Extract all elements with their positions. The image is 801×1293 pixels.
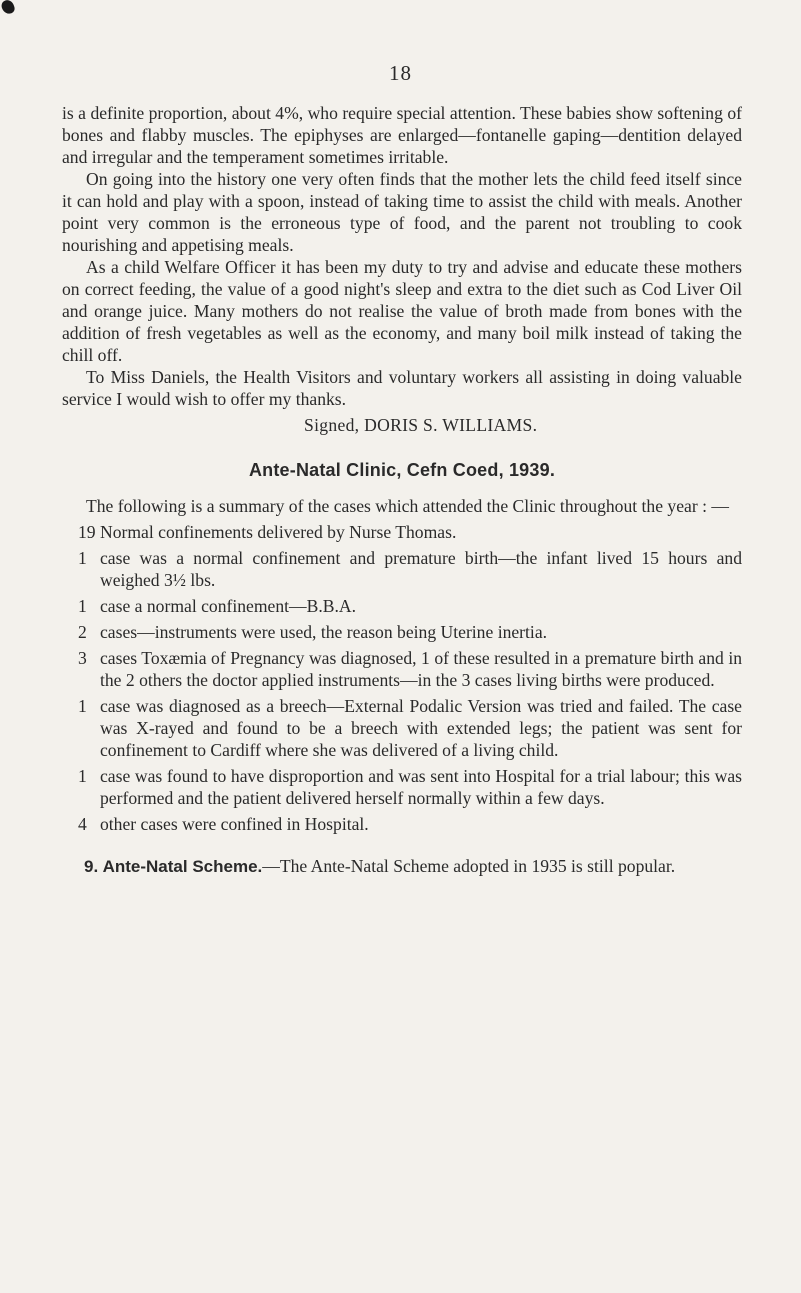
- scheme-number: 9.: [84, 857, 99, 876]
- case-text: case was a normal confinement and premature birth—the infant lived 15 hours and weighed 3½ lbs.: [100, 548, 742, 590]
- list-item: [62, 595, 742, 617]
- case-text: cases Toxæmia of Pregnancy was diagnosed, 1 of these resulted in a premature birth and in the 2 others the doctor applied instruments—in the 3 cases living births were produced.: [100, 648, 742, 690]
- case-text: cases—instruments were used, the reason being Uterine inertia.: [100, 622, 548, 642]
- case-count: 1: [78, 548, 87, 568]
- clinic-intro: The following is a summary of the cases which attended the Clinic throughout the year : —: [86, 496, 729, 516]
- case-text: case was found to have disproportion and was sent into Hospital for a trial labour; this was performed and the patient delivered herself normally within a few days.: [100, 766, 742, 808]
- case-text: other cases were confined in Hospital.: [100, 814, 369, 834]
- scheme-title: Ante-Natal Scheme.: [102, 857, 263, 876]
- case-count: 19: [78, 522, 96, 542]
- case-count: 1: [78, 696, 87, 716]
- list-item: [62, 547, 742, 591]
- paragraph-welfare: As a child Welfare Officer it has been my duty to try and advise and educate these mothers on correct feeding, the value of a good night's sleep and extra to the diet such as Cod Liver Oil and orange juice. Many mothers do not realise the value of broth made from bones with the addition of fresh vegetables as well as the economy, and many boil milk instead of taking the chill off.: [62, 257, 742, 365]
- case-count: 3: [78, 648, 87, 668]
- list-item: [62, 813, 742, 835]
- list-item: [62, 521, 742, 543]
- list-item: [62, 695, 742, 761]
- case-count: 2: [78, 622, 87, 642]
- list-item: [62, 765, 742, 809]
- clinic-heading: Ante-Natal Clinic, Cefn Coed, 1939.: [248, 460, 556, 480]
- paragraph-rickets: is a definite proportion, about 4%, who require special attention. These babies show softening of bones and flabby muscles. The epiphyses are enlarged—fontanelle gaping—dentition delayed and irregular and the temperament sometimes irritable.: [62, 103, 742, 167]
- list-item: [62, 621, 742, 643]
- list-item: [62, 647, 742, 691]
- signature-line: Signed, DORIS S. WILLIAMS.: [304, 415, 538, 435]
- case-list: [62, 521, 742, 835]
- case-text: case a normal confinement—B.B.A.: [100, 596, 357, 616]
- paragraph-thanks: To Miss Daniels, the Health Visitors and voluntary workers all assisting in doing valuable service I would wish to offer my thanks.: [62, 367, 742, 409]
- case-text: case was diagnosed as a breech—External Podalic Version was tried and failed. The case was X-rayed and found to be a breech with extended legs; the patient was sent for confinement to Cardiff where she was delivered of a living child.: [100, 696, 742, 760]
- ink-blot-mark: [0, 0, 16, 16]
- scheme-paragraph: [62, 855, 742, 878]
- scheme-text: —The Ante-Natal Scheme adopted in 1935 is still popular.: [262, 856, 676, 876]
- case-count: 1: [78, 596, 87, 616]
- case-text: Normal confinements delivered by Nurse Thomas.: [100, 522, 457, 542]
- page-number: 18: [389, 61, 412, 85]
- case-count: 1: [78, 766, 87, 786]
- paragraph-history: On going into the history one very often finds that the mother lets the child feed itself since it can hold and play with a spoon, instead of taking time to assist the child with meals. Another point very common is the erroneous type of food, and the parent not troubling to cook nourishing and appetising meals.: [62, 169, 742, 255]
- case-count: 4: [78, 814, 87, 834]
- body-text: [62, 102, 742, 878]
